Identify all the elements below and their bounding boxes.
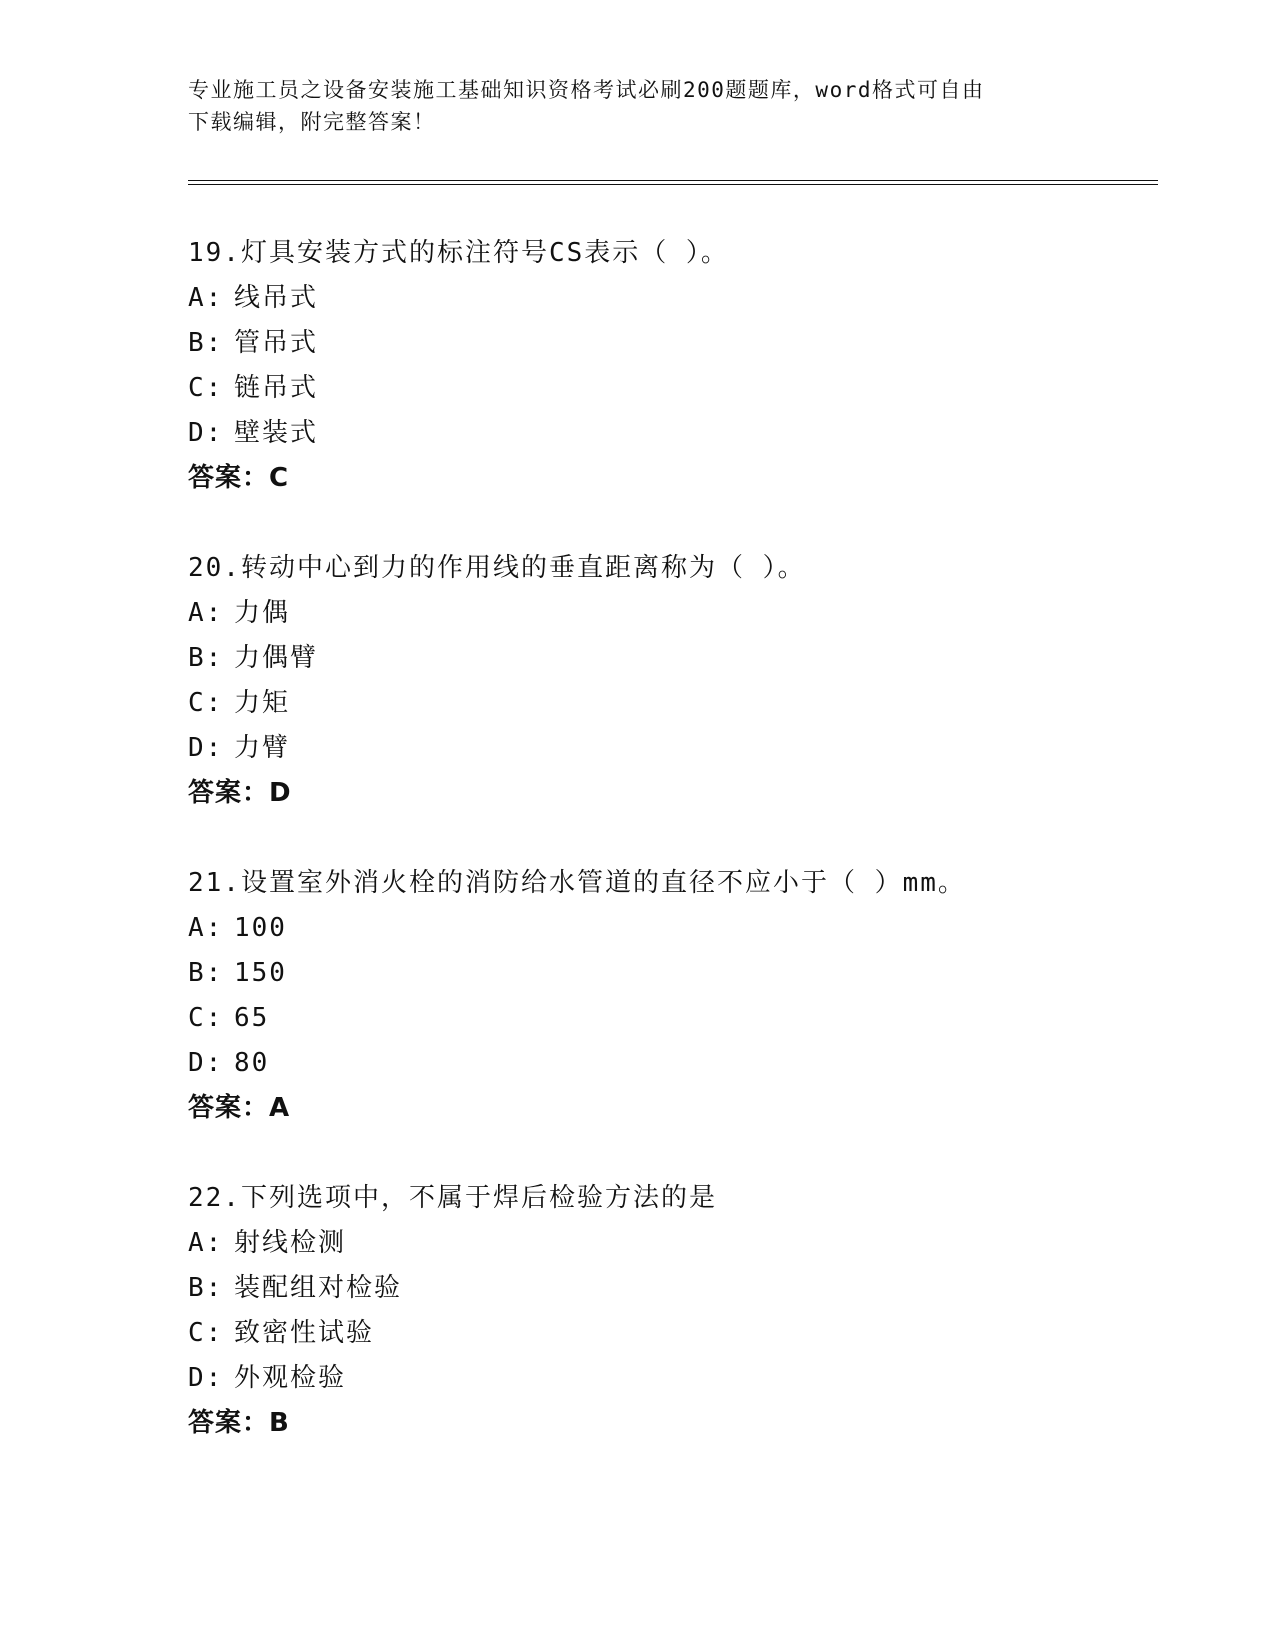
question-20 xyxy=(188,546,1188,816)
option-a xyxy=(188,906,1188,951)
option-text: 外观检验 xyxy=(234,1363,347,1393)
option-text: 链吊式 xyxy=(234,373,319,403)
option-letter: D: xyxy=(188,418,224,448)
option-a xyxy=(188,591,1188,636)
option-text: 65 xyxy=(234,1003,270,1033)
question-stem: 21.设置室外消火栓的消防给水管道的直径不应小于（ ）mm。 xyxy=(188,868,966,898)
answer-line: 答案：C xyxy=(188,463,290,493)
option-c xyxy=(188,996,1188,1041)
header-divider xyxy=(188,180,1158,185)
option-c xyxy=(188,681,1188,726)
option-b xyxy=(188,951,1188,996)
option-text: 壁装式 xyxy=(234,418,319,448)
option-b xyxy=(188,1266,1188,1311)
question-stem: 22.下列选项中，不属于焊后检验方法的是 xyxy=(188,1183,717,1213)
answer-line: 答案：D xyxy=(188,778,292,808)
option-b xyxy=(188,636,1188,681)
option-text: 80 xyxy=(234,1048,270,1078)
answer-line: 答案：B xyxy=(188,1408,290,1438)
option-text: 装配组对检验 xyxy=(234,1273,403,1303)
option-letter: B: xyxy=(188,643,224,673)
option-letter: C: xyxy=(188,688,224,718)
option-letter: A: xyxy=(188,598,224,628)
option-letter: D: xyxy=(188,1363,224,1393)
option-letter: A: xyxy=(188,1228,224,1258)
option-text: 力矩 xyxy=(234,688,291,718)
option-c xyxy=(188,1311,1188,1356)
option-text: 射线检测 xyxy=(234,1228,347,1258)
option-a xyxy=(188,276,1188,321)
question-stem: 20.转动中心到力的作用线的垂直距离称为（ ）。 xyxy=(188,553,806,583)
option-d xyxy=(188,726,1188,771)
option-text: 力臂 xyxy=(234,733,291,763)
question-stem: 19.灯具安装方式的标注符号CS表示（ ）。 xyxy=(188,238,729,268)
option-letter: B: xyxy=(188,958,224,988)
option-a xyxy=(188,1221,1188,1266)
option-letter: B: xyxy=(188,328,224,358)
question-22 xyxy=(188,1176,1188,1446)
option-text: 力偶臂 xyxy=(234,643,319,673)
option-text: 150 xyxy=(234,958,287,988)
document-header xyxy=(188,74,1088,138)
option-letter: C: xyxy=(188,1003,224,1033)
header-line-1: 专业施工员之设备安装施工基础知识资格考试必刷200题题库，word格式可自由 xyxy=(188,78,985,102)
option-letter: C: xyxy=(188,1318,224,1348)
question-21 xyxy=(188,861,1188,1131)
option-d xyxy=(188,411,1188,456)
option-d xyxy=(188,1041,1188,1086)
option-text: 力偶 xyxy=(234,598,291,628)
option-b xyxy=(188,321,1188,366)
option-letter: A: xyxy=(188,913,224,943)
option-d xyxy=(188,1356,1188,1401)
header-line-2: 下载编辑，附完整答案！ xyxy=(188,110,436,134)
option-text: 管吊式 xyxy=(234,328,319,358)
option-text: 致密性试验 xyxy=(234,1318,375,1348)
option-text: 100 xyxy=(234,913,287,943)
option-letter: D: xyxy=(188,733,224,763)
question-19 xyxy=(188,231,1188,501)
option-c xyxy=(188,366,1188,411)
option-text: 线吊式 xyxy=(234,283,319,313)
answer-line: 答案：A xyxy=(188,1093,291,1123)
option-letter: C: xyxy=(188,373,224,403)
option-letter: A: xyxy=(188,283,224,313)
option-letter: D: xyxy=(188,1048,224,1078)
option-letter: B: xyxy=(188,1273,224,1303)
